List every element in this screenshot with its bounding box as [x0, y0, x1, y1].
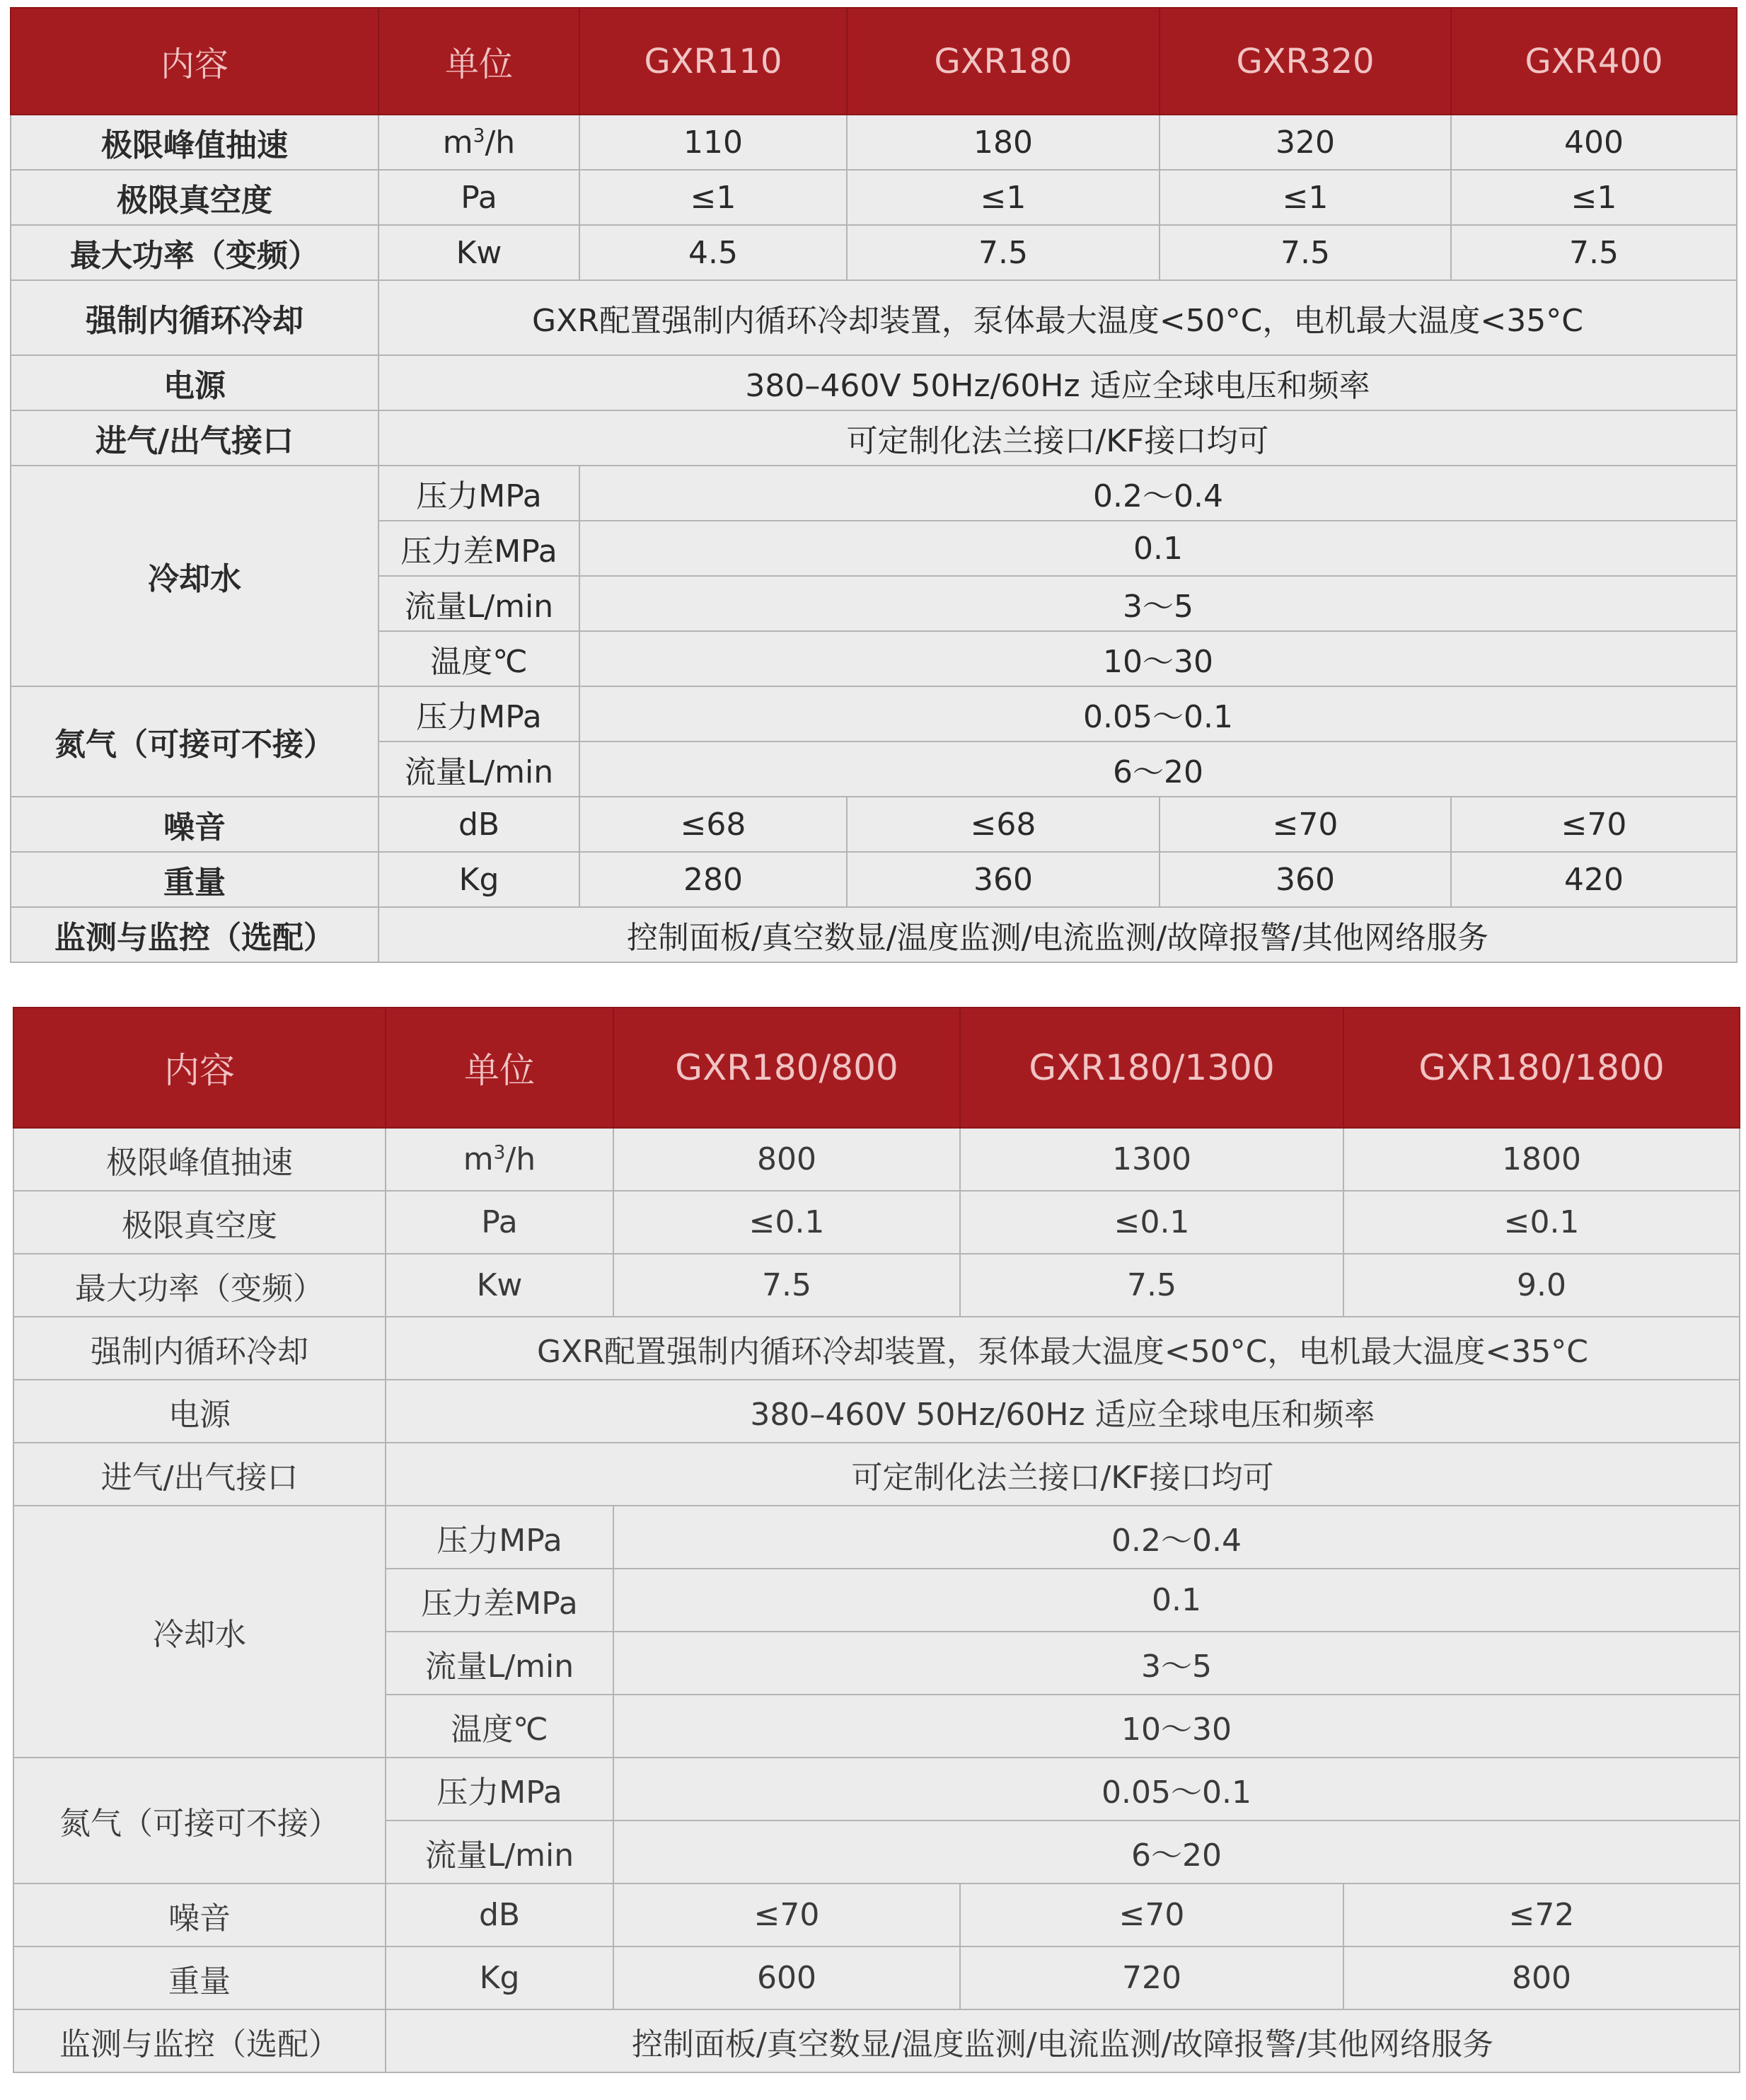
unit-cell: Kg	[386, 1946, 613, 2009]
row-label-forced-cooling: 强制内循环冷却	[11, 280, 378, 355]
value-cell: 0.05～0.1	[579, 686, 1737, 742]
value-cell: 4.5	[579, 225, 847, 280]
param-cell: 压力差MPa	[386, 1569, 613, 1632]
forced-cooling-text: GXR配置强制内循环冷却装置，泵体最大温度<50°C，电机最大温度<35°C	[386, 1317, 1740, 1380]
row-label-weight: 重量	[11, 852, 378, 907]
value-cell: 6～20	[579, 742, 1737, 797]
value-cell: 360	[847, 852, 1160, 907]
table-row	[11, 907, 1737, 962]
spec-table-gxr180-series	[13, 1007, 1740, 2073]
row-label-power-supply: 电源	[11, 355, 378, 410]
value-cell: 10～30	[613, 1695, 1740, 1758]
value-cell: 0.1	[613, 1569, 1740, 1632]
param-cell: 温度℃	[378, 631, 579, 686]
row-label-weight: 重量	[13, 1946, 386, 2009]
value-cell: 360	[1160, 852, 1451, 907]
table-row	[13, 1946, 1740, 2009]
param-cell: 流量L/min	[386, 1632, 613, 1695]
value-cell: 1800	[1343, 1128, 1740, 1191]
row-label-monitoring: 监测与监控（选配）	[11, 907, 378, 962]
forced-cooling-text: GXR配置强制内循环冷却装置，泵体最大温度<50°C，电机最大温度<35°C	[378, 280, 1737, 355]
param-cell: 压力差MPa	[378, 521, 579, 576]
table-row	[13, 1254, 1740, 1317]
value-cell: 800	[1343, 1946, 1740, 2009]
value-cell: 9.0	[1343, 1254, 1740, 1317]
header-row	[13, 1008, 1740, 1128]
row-label-power-supply: 电源	[13, 1380, 386, 1443]
unit-base: m	[442, 124, 473, 161]
row-label-cooling-water: 冷却水	[11, 466, 378, 686]
param-cell: 压力MPa	[386, 1758, 613, 1821]
table-row	[11, 686, 1737, 742]
header-model-2: GXR180	[847, 8, 1160, 115]
table-row	[11, 852, 1737, 907]
unit-base: m	[463, 1141, 494, 1177]
value-cell: 0.2～0.4	[613, 1506, 1740, 1569]
row-label-interface: 进气/出气接口	[11, 410, 378, 466]
value-cell: 10～30	[579, 631, 1737, 686]
value-cell: 420	[1451, 852, 1737, 907]
row-label-vacuum: 极限真空度	[11, 170, 378, 225]
row-label-pumping-speed: 极限峰值抽速	[11, 115, 378, 170]
value-cell: ≤0.1	[613, 1191, 960, 1254]
table-row	[13, 1380, 1740, 1443]
power-supply-text: 380–460V 50Hz/60Hz 适应全球电压和频率	[386, 1380, 1740, 1443]
value-cell: 7.5	[613, 1254, 960, 1317]
row-label-nitrogen: 氮气（可接可不接）	[11, 686, 378, 797]
param-cell: 压力MPa	[378, 466, 579, 521]
header-model-3: GXR180/1800	[1343, 1008, 1740, 1128]
table-row	[11, 115, 1737, 170]
value-cell: 1300	[960, 1128, 1343, 1191]
value-cell: 0.05～0.1	[613, 1758, 1740, 1821]
row-label-nitrogen: 氮气（可接可不接）	[13, 1758, 386, 1883]
unit-tail: /h	[485, 124, 516, 161]
header-content: 内容	[11, 8, 378, 115]
table-row	[11, 280, 1737, 355]
value-cell: 800	[613, 1128, 960, 1191]
table-row	[13, 1191, 1740, 1254]
value-cell: ≤70	[960, 1883, 1343, 1946]
power-supply-text: 380–460V 50Hz/60Hz 适应全球电压和频率	[378, 355, 1737, 410]
unit-superscript: 3	[493, 1141, 506, 1164]
value-cell: ≤1	[579, 170, 847, 225]
row-label-noise: 噪音	[13, 1883, 386, 1946]
value-cell: ≤0.1	[960, 1191, 1343, 1254]
value-cell: 0.2～0.4	[579, 466, 1737, 521]
table-row	[13, 1506, 1740, 1569]
value-cell: ≤0.1	[1343, 1191, 1740, 1254]
value-cell: 3～5	[613, 1632, 1740, 1695]
value-cell: ≤1	[847, 170, 1160, 225]
value-cell: 110	[579, 115, 847, 170]
param-cell: 压力MPa	[386, 1506, 613, 1569]
unit-superscript: 3	[473, 124, 485, 146]
row-label-noise: 噪音	[11, 797, 378, 852]
value-cell: 6～20	[613, 1821, 1740, 1883]
table-row	[11, 466, 1737, 521]
value-cell: 7.5	[1160, 225, 1451, 280]
param-cell: 压力MPa	[378, 686, 579, 742]
value-cell: 400	[1451, 115, 1737, 170]
param-cell: 流量L/min	[378, 576, 579, 631]
unit-cell: Kw	[378, 225, 579, 280]
interface-text: 可定制化法兰接口/KF接口均可	[378, 410, 1737, 466]
header-model-3: GXR320	[1160, 8, 1451, 115]
table-row	[11, 797, 1737, 852]
table-row	[13, 1758, 1740, 1821]
monitoring-text: 控制面板/真空数显/温度监测/电流监测/故障报警/其他网络服务	[386, 2009, 1740, 2072]
unit-cell: dB	[378, 797, 579, 852]
unit-cell	[378, 115, 579, 170]
value-cell: ≤68	[847, 797, 1160, 852]
param-cell: 温度℃	[386, 1695, 613, 1758]
unit-cell: Kg	[378, 852, 579, 907]
monitoring-text: 控制面板/真空数显/温度监测/电流监测/故障报警/其他网络服务	[378, 907, 1737, 962]
header-row	[11, 8, 1737, 115]
value-cell: 280	[579, 852, 847, 907]
value-cell: 7.5	[960, 1254, 1343, 1317]
row-label-vacuum: 极限真空度	[13, 1191, 386, 1254]
value-cell: 3～5	[579, 576, 1737, 631]
value-cell: 7.5	[847, 225, 1160, 280]
header-model-1: GXR180/800	[613, 1008, 960, 1128]
unit-cell	[386, 1128, 613, 1191]
row-label-forced-cooling: 强制内循环冷却	[13, 1317, 386, 1380]
row-label-pumping-speed: 极限峰值抽速	[13, 1128, 386, 1191]
value-cell: 0.1	[579, 521, 1737, 576]
table-row	[13, 1128, 1740, 1191]
value-cell: 720	[960, 1946, 1343, 2009]
row-label-cooling-water: 冷却水	[13, 1506, 386, 1758]
spec-table-gxr-series	[10, 7, 1738, 963]
header-model-1: GXR110	[579, 8, 847, 115]
row-label-power: 最大功率（变频）	[11, 225, 378, 280]
unit-cell: Pa	[386, 1191, 613, 1254]
interface-text: 可定制化法兰接口/KF接口均可	[386, 1443, 1740, 1506]
value-cell: ≤1	[1451, 170, 1737, 225]
header-unit: 单位	[386, 1008, 613, 1128]
header-model-2: GXR180/1300	[960, 1008, 1343, 1128]
unit-cell: Kw	[386, 1254, 613, 1317]
table-row	[11, 355, 1737, 410]
value-cell: ≤68	[579, 797, 847, 852]
table-row	[13, 1443, 1740, 1506]
value-cell: ≤70	[613, 1883, 960, 1946]
header-model-4: GXR400	[1451, 8, 1737, 115]
header-content: 内容	[13, 1008, 386, 1128]
value-cell: ≤70	[1451, 797, 1737, 852]
header-unit: 单位	[378, 8, 579, 115]
table-row	[13, 1317, 1740, 1380]
unit-tail: /h	[505, 1141, 536, 1177]
value-cell: 180	[847, 115, 1160, 170]
unit-cell: dB	[386, 1883, 613, 1946]
value-cell: 600	[613, 1946, 960, 2009]
value-cell: 320	[1160, 115, 1451, 170]
value-cell: 7.5	[1451, 225, 1737, 280]
row-label-power: 最大功率（变频）	[13, 1254, 386, 1317]
row-label-monitoring: 监测与监控（选配）	[13, 2009, 386, 2072]
row-label-interface: 进气/出气接口	[13, 1443, 386, 1506]
value-cell: ≤1	[1160, 170, 1451, 225]
unit-cell: Pa	[378, 170, 579, 225]
table-row	[13, 1883, 1740, 1946]
value-cell: ≤70	[1160, 797, 1451, 852]
table-row	[13, 2009, 1740, 2072]
param-cell: 流量L/min	[386, 1821, 613, 1883]
table-row	[11, 225, 1737, 280]
param-cell: 流量L/min	[378, 742, 579, 797]
table-row	[11, 410, 1737, 466]
table-row	[11, 170, 1737, 225]
value-cell: ≤72	[1343, 1883, 1740, 1946]
